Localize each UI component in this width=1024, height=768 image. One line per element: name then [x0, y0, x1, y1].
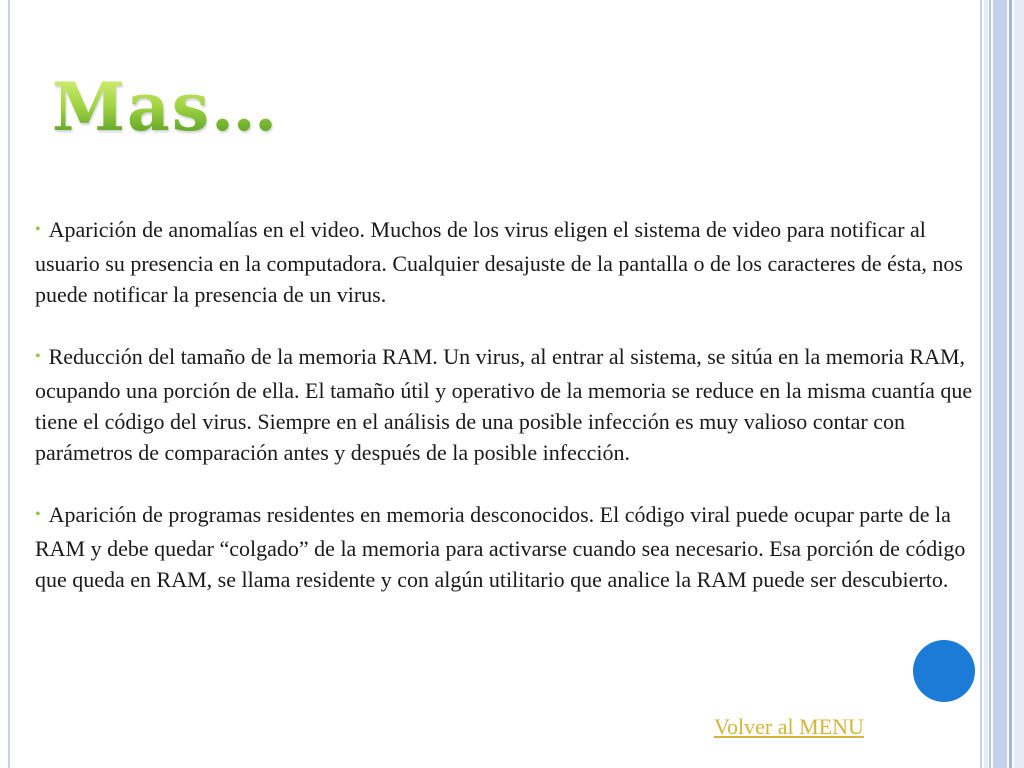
- slide-title: Mas…: [52, 68, 279, 146]
- frame-stripe: [1014, 0, 1024, 768]
- bullet-text: Reducción del tamaño de la memoria RAM. Un virus, al entrar al sistema, se sitúa en la memoria RAM, ocupando una porción de ella. El tamaño útil y operativo de la memoria se reduce en la misma cuantía que tiene el código del virus. Siempre en el análisis de una posible infección es muy valioso contar con parámetros de comparación antes y después de la posible infección.: [35, 344, 973, 465]
- bullet-text: Aparición de programas residentes en memoria desconocidos. El código viral puede ocupar parte de la RAM y debe quedar “colgado” de la memoria para activarse cuando sea necesario. Esa porción de código que queda en RAM, se llama residente y con algún utilitario que analice la RAM puede ser descubierto.: [35, 502, 966, 592]
- bullet-icon: •: [35, 221, 41, 238]
- frame-stripe: [1009, 0, 1012, 768]
- right-decorative-frame: [980, 0, 1024, 768]
- frame-stripe: [989, 0, 991, 768]
- slide-body: [35, 214, 975, 595]
- bullet-icon: •: [35, 348, 41, 365]
- bullet-item: [35, 341, 975, 468]
- bullet-item: [35, 214, 975, 310]
- bullet-text: Aparición de anomalías en el video. Muchos de los virus eligen el sistema de video para notificar al usuario su presencia en la computadora. Cualquier desajuste de la pantalla o de los caracteres de ésta, nos puede notificar la presencia de un virus.: [35, 217, 963, 307]
- frame-stripe: [984, 0, 988, 768]
- frame-stripe: [980, 0, 982, 768]
- frame-stripe: [993, 0, 1007, 768]
- bullet-item: [35, 499, 975, 595]
- bullet-icon: •: [35, 506, 41, 523]
- nav-circle-button[interactable]: [913, 640, 975, 702]
- left-frame-line: [8, 0, 10, 768]
- back-to-menu-link[interactable]: Volver al MENU: [714, 714, 864, 739]
